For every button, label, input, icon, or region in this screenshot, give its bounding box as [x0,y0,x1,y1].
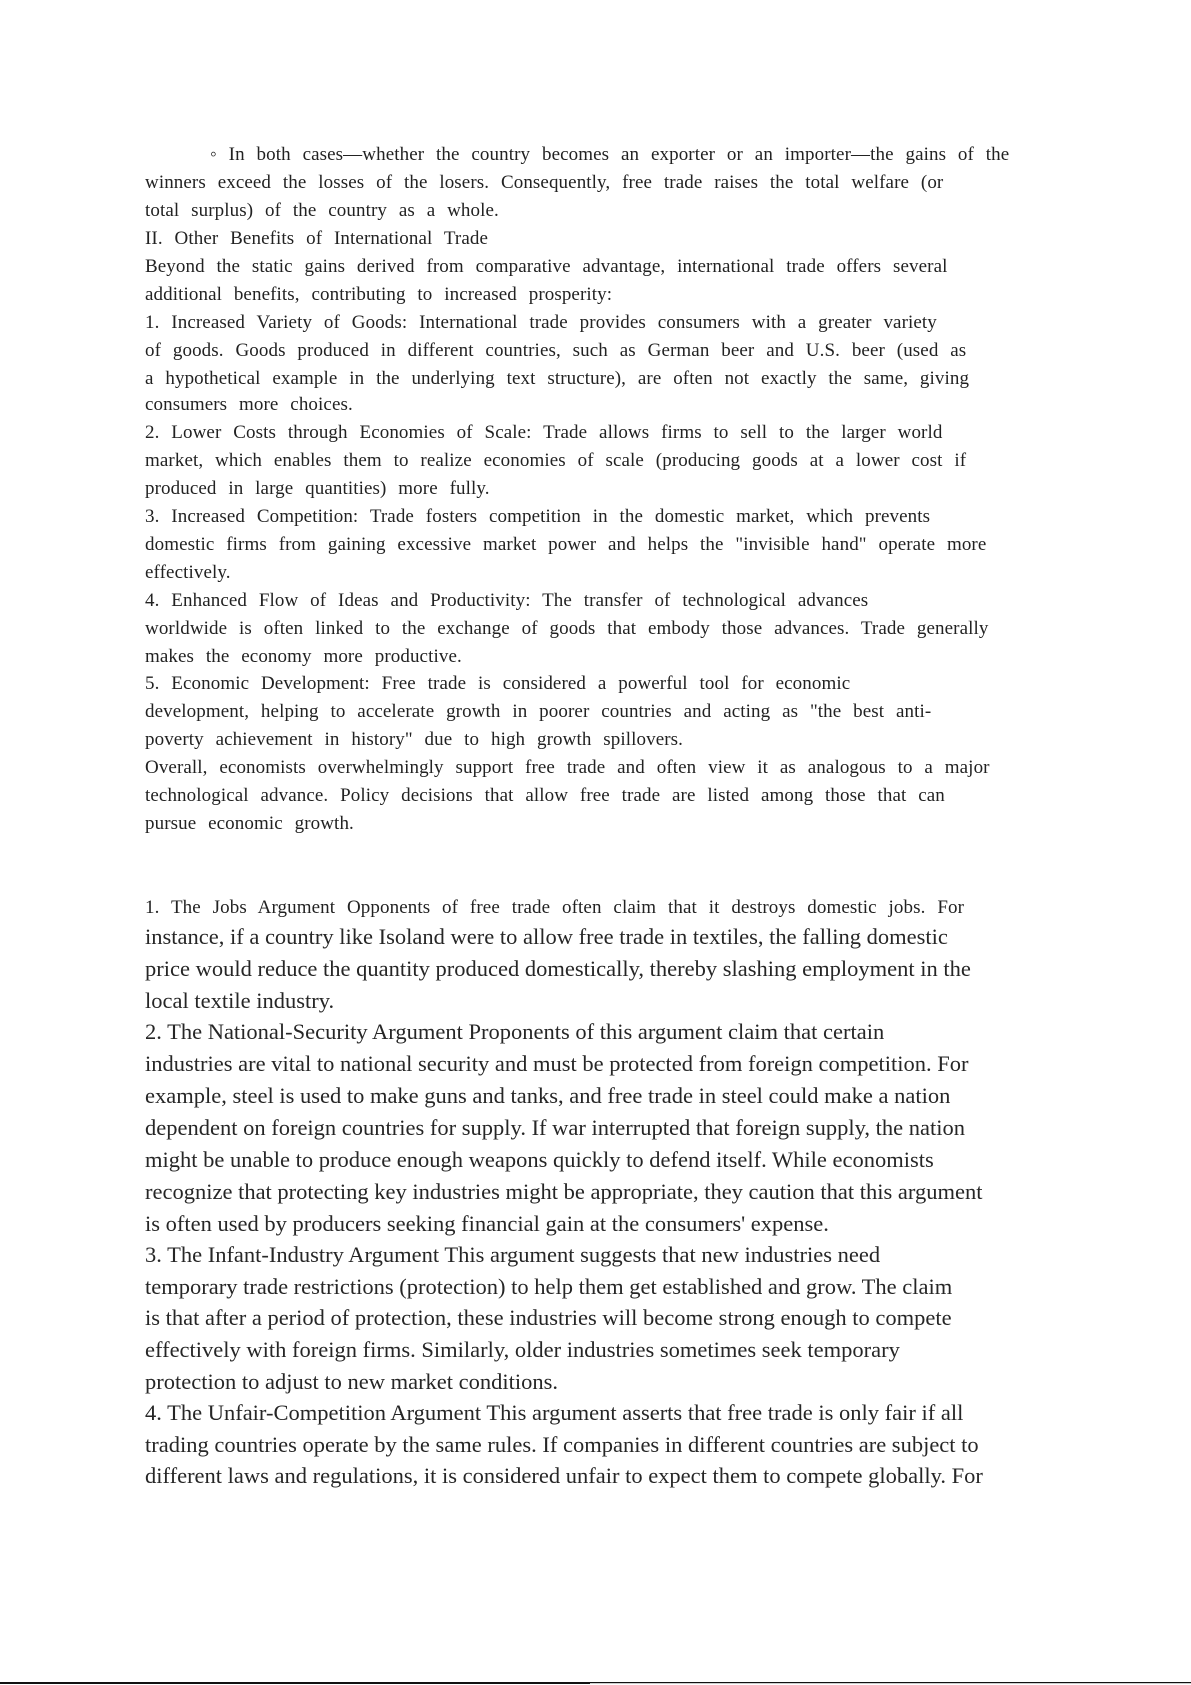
text-line: trading countries operate by the same rules. If companies in different countries are subject to [145,1432,979,1457]
text-line: effectively with foreign firms. Similarly, older industries sometimes seek temporary [145,1337,900,1362]
list-item-line: 1. The Jobs Argument Opponents of free trade often claim that it destroys domestic jobs. For [145,897,965,918]
text-line: additional benefits, contributing to increased prosperity: [145,284,613,305]
text-line: market, which enables them to realize economies of scale (producing goods at a lower cost if [145,450,967,471]
text-line: makes the economy more productive. [145,646,462,667]
text-line: Beyond the static gains derived from comparative advantage, international trade offers several [145,256,948,277]
text-line: temporary trade restrictions (protection) to help them get established and grow. The claim [145,1274,953,1299]
text-line: technological advance. Policy decisions that allow free trade are listed among those that can [145,785,945,806]
text-line: pursue economic growth. [145,813,354,834]
text-line: ◦ In both cases—whether the country becomes an exporter or an importer—the gains of the [210,144,1010,165]
text-line: domestic firms from gaining excessive market power and helps the "invisible hand" operate more [145,534,987,555]
text-line: a hypothetical example in the underlying text structure), are often not exactly the same, giving [145,368,970,389]
text-line: is often used by producers seeking financial gain at the consumers' expense. [145,1211,829,1236]
text-line: of goods. Goods produced in different countries, such as German beer and U.S. beer (used as [145,340,967,361]
list-item-line: 5. Economic Development: Free trade is considered a powerful tool for economic [145,673,851,694]
text-line: poverty achievement in history" due to high growth spillovers. [145,729,684,750]
section-heading: II. Other Benefits of International Trade [145,228,489,249]
list-item-line: 2. Lower Costs through Economies of Scale: Trade allows firms to sell to the larger world [145,422,943,443]
text-line: protection to adjust to new market conditions. [145,1369,559,1394]
list-item-line: 3. The Infant-Industry Argument This argument suggests that new industries need [145,1242,881,1267]
list-item-line: 2. The National-Security Argument Proponents of this argument claim that certain [145,1019,885,1044]
text-line: industries are vital to national security and must be protected from foreign competition. For [145,1051,969,1076]
text-line: total surplus) of the country as a whole. [145,200,499,221]
text-line: development, helping to accelerate growth in poorer countries and acting as "the best anti- [145,701,932,722]
list-item-line: 3. Increased Competition: Trade fosters competition in the domestic market, which prevents [145,506,931,527]
text-line: dependent on foreign countries for supply. If war interrupted that foreign supply, the nation [145,1115,965,1140]
text-line: is that after a period of protection, these industries will become strong enough to compete [145,1305,952,1330]
text-line: price would reduce the quantity produced domestically, thereby slashing employment in the [145,956,971,981]
text-line: recognize that protecting key industries might be appropriate, they caution that this argument [145,1179,983,1204]
text-line: worldwide is often linked to the exchange of goods that embody those advances. Trade generally [145,618,989,639]
text-line: example, steel is used to make guns and tanks, and free trade in steel could make a nation [145,1083,951,1108]
text-line: instance, if a country like Isoland were to allow free trade in textiles, the falling domestic [145,924,948,949]
text-line: winners exceed the losses of the losers. Consequently, free trade raises the total welfare (or [145,172,944,193]
text-line: effectively. [145,562,231,583]
text-line: produced in large quantities) more fully. [145,478,490,499]
page-bottom-rule-light [590,1683,1191,1684]
text-line: might be unable to produce enough weapons quickly to defend itself. While economists [145,1147,934,1172]
text-line: different laws and regulations, it is considered unfair to expect them to compete globally. For [145,1463,983,1488]
text-line: consumers more choices. [145,394,353,415]
list-item-line: 4. Enhanced Flow of Ideas and Productivity: The transfer of technological advances [145,590,869,611]
list-item-line: 1. Increased Variety of Goods: International trade provides consumers with a greater variety [145,312,937,333]
text-line: local textile industry. [145,988,335,1013]
list-item-line: 4. The Unfair-Competition Argument This argument asserts that free trade is only fair if all [145,1400,964,1425]
text-line: Overall, economists overwhelmingly support free trade and often view it as analogous to a major [145,757,990,778]
